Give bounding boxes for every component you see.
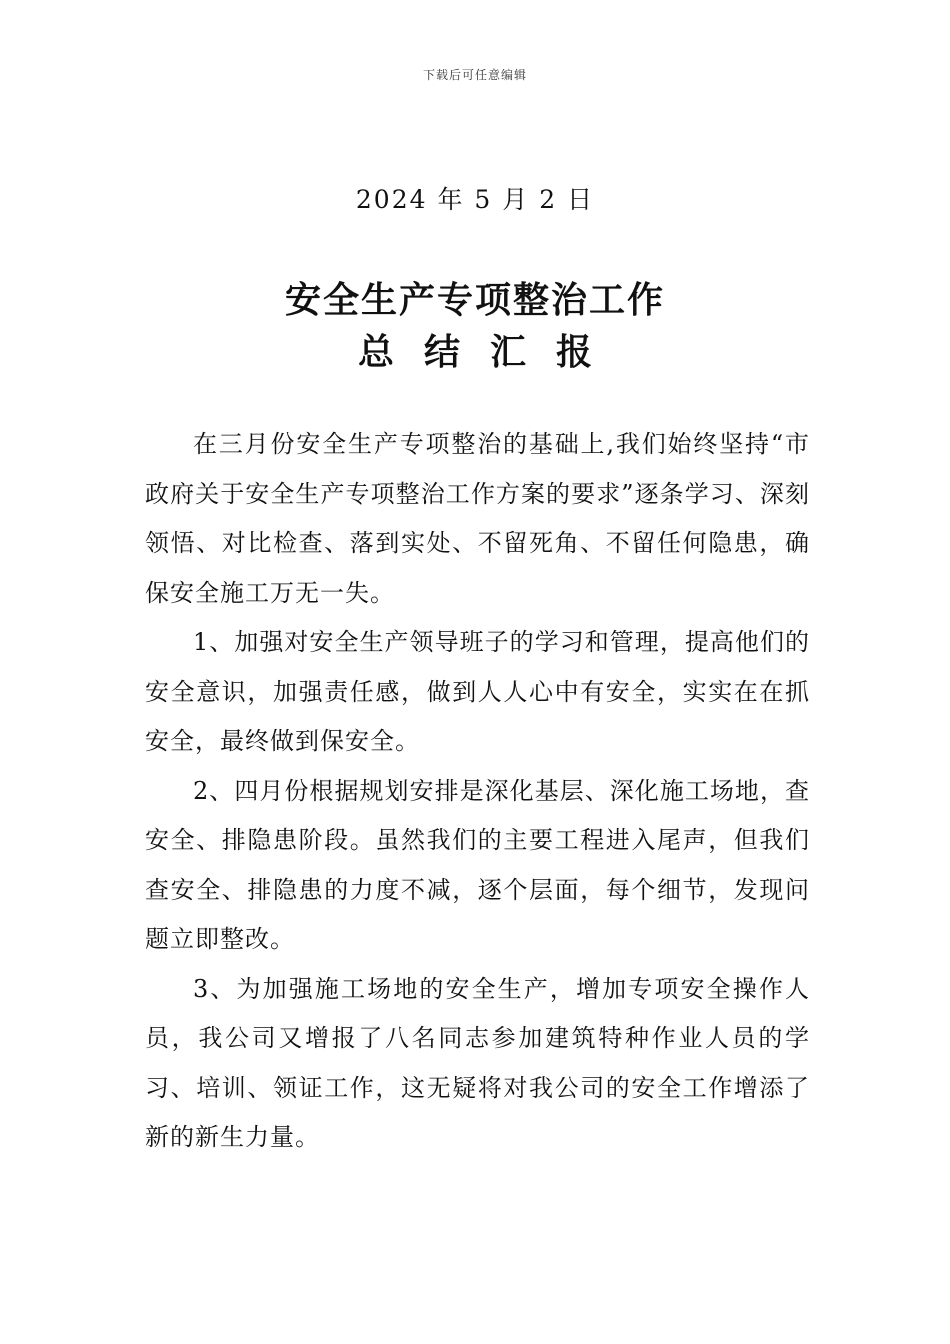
paragraph-intro: 在三月份安全生产专项整治的基础上,我们始终坚持“市政府关于安全生产专项整治工作方案的要求”逐条学习、深刻领悟、对比检查、落到实处、不留死角、不留任何隐患，确保安全施工万无一失。 <box>145 430 810 607</box>
paragraph-item-1: 1、加强对安全生产领导班子的学习和管理，提高他们的安全意识，加强责任感，做到人人心中有安全，实实在在抓安全，最终做到保安全。 <box>145 628 810 755</box>
paragraph-item-3: 3、为加强施工场地的安全生产，增加专项安全操作人员，我公司又增报了八名同志参加建筑特种作业人员的学习、培训、领证工作，这无疑将对我公司的安全工作增添了新的新生力量。 <box>145 974 810 1151</box>
document-body <box>145 420 810 1163</box>
document-date: 2024 年 5 月 2 日 <box>355 185 595 214</box>
header-note: 下载后可任意编辑 <box>422 68 527 82</box>
document-subtitle: 总结汇报 <box>357 331 622 373</box>
paragraph-item-2: 2、四月份根据规划安排是深化基层、深化施工场地，查安全、排隐患阶段。虽然我们的主要工程进入尾声，但我们查安全、排隐患的力度不减，逐个层面，每个细节，发现问题立即整改。 <box>145 776 810 953</box>
document-title: 安全生产专项整治工作 <box>284 279 665 321</box>
